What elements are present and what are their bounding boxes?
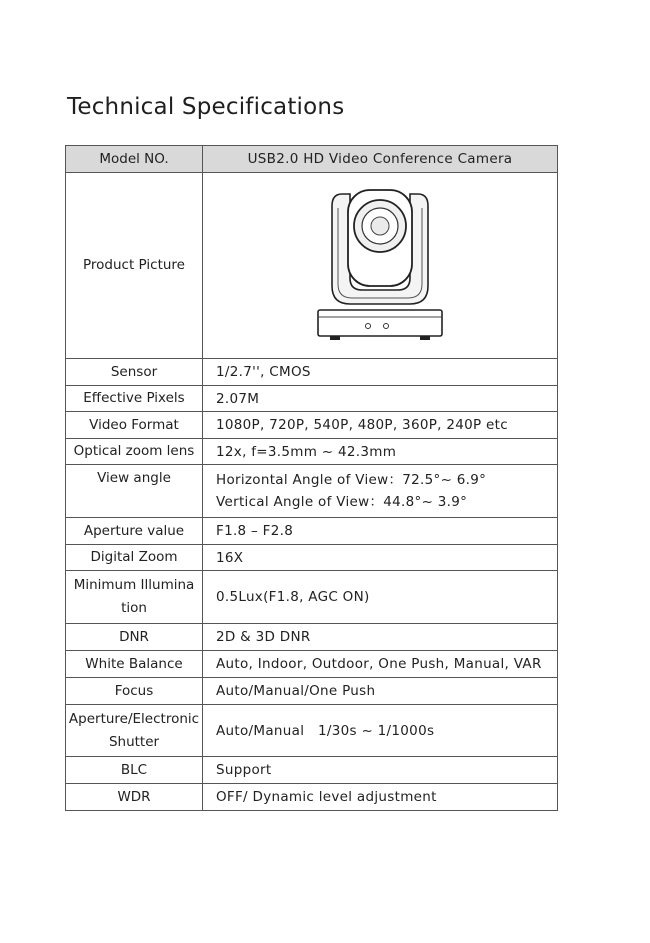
table-row [66,359,558,386]
row-value: Support [203,757,558,784]
row-value: 1080P, 720P, 540P, 480P, 360P, 240P etc [203,412,558,439]
row-value: F1.8 – F2.8 [203,518,558,545]
row-label-line: tion [121,600,147,616]
header-label: Model NO. [66,146,203,173]
product-picture-row [66,173,558,359]
row-value: 2D & 3D DNR [203,624,558,651]
row-value: Auto/Manual 1/30s ~ 1/1000s [203,705,558,757]
page-title: Technical Specifications [67,94,345,120]
table-row [66,386,558,412]
row-label: Aperture value [66,518,203,545]
row-label: Focus [66,678,203,705]
row-label: DNR [66,624,203,651]
row-label [66,705,203,757]
row-value: 1/2.7'', CMOS [203,359,558,386]
row-label: White Balance [66,651,203,678]
row-value: Auto/Manual/One Push [203,678,558,705]
table-row [66,412,558,439]
row-label-line: Minimum Illumina [73,577,195,593]
table-row [66,678,558,705]
product-picture-cell [203,173,558,359]
row-label: Sensor [66,359,203,386]
table-header-row [66,146,558,173]
table-row [66,439,558,465]
row-label: View angle [66,465,203,518]
row-label-line: Shutter [108,733,160,750]
row-value: 16X [203,545,558,571]
product-picture-label: Product Picture [66,173,203,359]
row-label: Video Format [66,412,203,439]
row-label: BLC [66,757,203,784]
row-value: 12x, f=3.5mm ~ 42.3mm [203,439,558,465]
row-value: 2.07M [203,386,558,412]
table-row [66,465,558,518]
row-label [66,571,203,624]
table-row [66,571,558,624]
row-value [203,465,558,518]
header-value: USB2.0 HD Video Conference Camera [203,146,558,173]
spec-table [65,145,558,811]
row-value: 0.5Lux(F1.8, AGC ON) [203,571,558,624]
row-label: Digital Zoom [66,545,203,571]
table-row [66,518,558,545]
table-row [66,705,558,757]
row-label-line: Aperture/Electronic [68,710,200,727]
row-value: Auto, Indoor, Outdoor, One Push, Manual, VAR [203,651,558,678]
table-row [66,784,558,811]
table-row [66,624,558,651]
camera-image [310,186,450,346]
row-value: OFF/ Dynamic level adjustment [203,784,558,811]
table-row [66,651,558,678]
row-label: Effective Pixels [66,386,203,412]
row-value-line: Vertical Angle of View：44.8°~ 3.9° [216,494,468,510]
table-row [66,545,558,571]
row-value-line: Horizontal Angle of View：72.5°~ 6.9° [216,472,487,488]
row-label: Optical zoom lens [66,439,203,465]
row-label: WDR [66,784,203,811]
table-row [66,757,558,784]
